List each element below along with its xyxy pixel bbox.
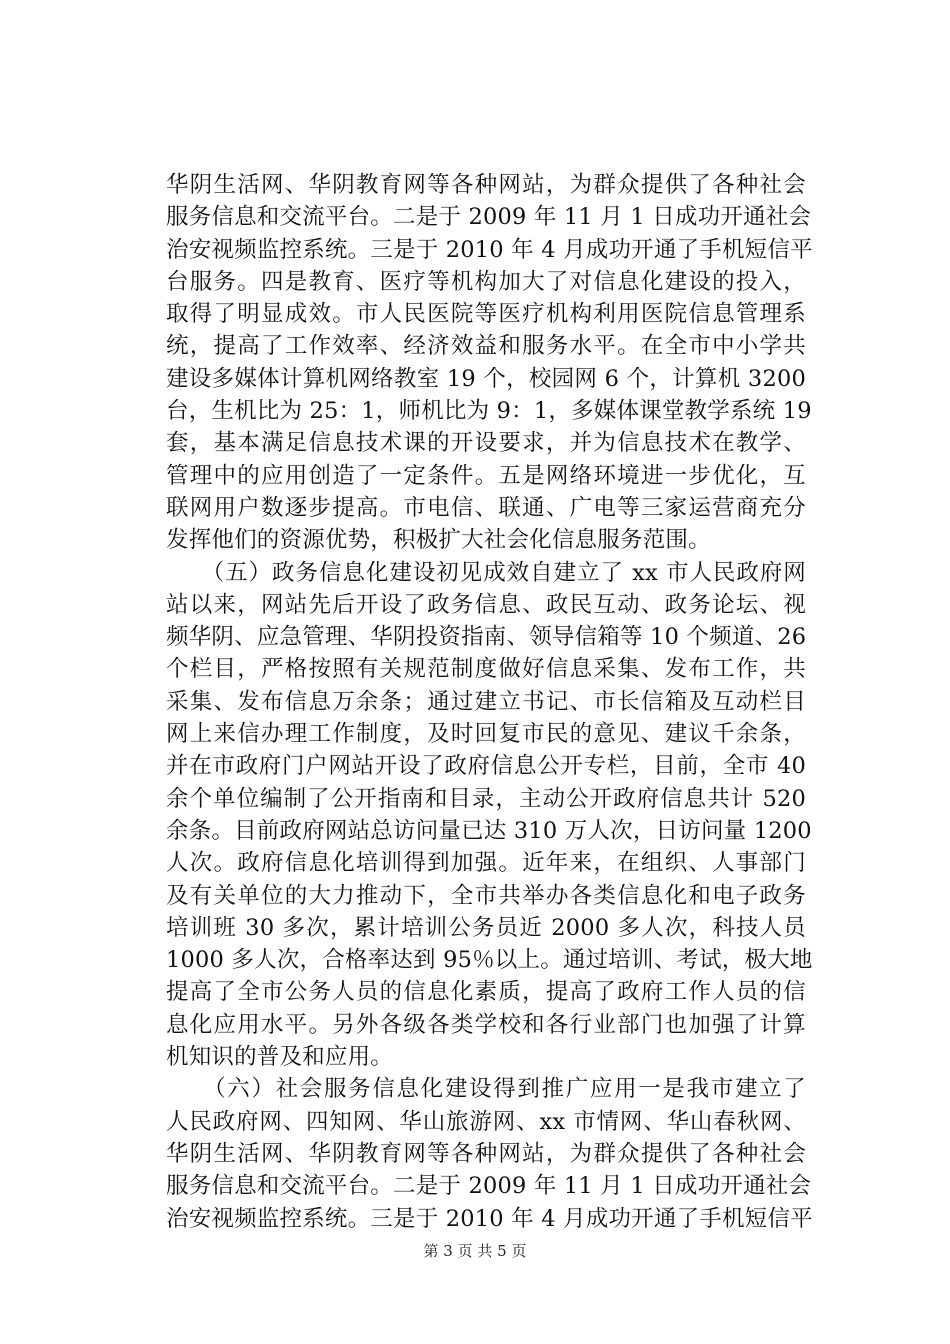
text-line: 频华阴、应急管理、华阴投资指南、领导信箱等 10 个频道、26 — [166, 624, 807, 651]
text-line: 服务信息和交流平台。二是于 2009 年 11 月 1 日成功开通社会 — [166, 1173, 812, 1200]
text-line: 管理中的应用创造了一定条件。五是网络环境进一步优化，互 — [166, 462, 806, 489]
text-line: 息化应用水平。另外各级各类学校和各行业部门也加强了计算 — [166, 1011, 806, 1038]
text-line: 服务信息和交流平台。二是于 2009 年 11 月 1 日成功开通社会 — [166, 204, 812, 231]
text-line: 治安视频监控系统。三是于 2010 年 4 月成功开通了手机短信平 — [166, 1205, 813, 1232]
text-line: 台服务。四是教育、医疗等机构加大了对信息化建设的投入， — [166, 268, 806, 295]
text-line: 站以来，网站先后开设了政务信息、政民互动、政务论坛、视 — [166, 591, 806, 618]
text-line: 统，提高了工作效率、经济效益和服务水平。在全市中小学共 — [166, 333, 806, 360]
page-footer: 第 3 页 共 5 页 — [423, 1242, 527, 1260]
text-line: 余条。目前政府网站总访问量已达 310 万人次，日访问量 1200 — [166, 817, 812, 844]
text-line: 台，生机比为 25：1，师机比为 9：1，多媒体课堂教学系统 19 — [166, 398, 812, 425]
text-line: 提高了全市公务人员的信息化素质，提高了政府工作人员的信 — [166, 979, 806, 1006]
text-line: 培训班 30 多次，累计培训公务员近 2000 多人次，科技人员 — [166, 914, 806, 941]
text-line: （五）政务信息化建设初见成效自建立了 xx 市人民政府网 — [166, 559, 806, 586]
text-line: 并在市政府门户网站开设了政府信息公开专栏，目前，全市 40 — [166, 753, 806, 780]
text-line: 1000 多人次，合格率达到 95％以上。通过培训、考试，极大地 — [166, 947, 813, 974]
text-line: 华阴生活网、华阴教育网等各种网站，为群众提供了各种社会 — [166, 172, 806, 198]
text-line: 人民政府网、四知网、华山旅游网、xx 市情网、华山春秋网、 — [166, 1108, 806, 1135]
text-line: （六）社会服务信息化建设得到推广应用一是我市建立了 — [166, 1076, 806, 1103]
text-line: 采集、发布信息万余条；通过建立书记、市长信箱及互动栏目 — [166, 688, 806, 715]
text-line: 取得了明显成效。市人民医院等医疗机构利用医院信息管理系 — [166, 301, 806, 328]
text-line: 建设多媒体计算机网络教室 19 个，校园网 6 个，计算机 3200 — [166, 365, 806, 392]
text-line: 治安视频监控系统。三是于 2010 年 4 月成功开通了手机短信平 — [166, 236, 813, 263]
text-line: 人次。政府信息化培训得到加强。近年来，在组织、人事部门 — [166, 850, 806, 877]
text-line: 及有关单位的大力推动下，全市共举办各类信息化和电子政务 — [166, 882, 806, 909]
text-line: 机知识的普及和应用。 — [166, 1044, 394, 1071]
text-line: 华阴生活网、华阴教育网等各种网站，为群众提供了各种社会 — [166, 1140, 806, 1167]
body-text — [166, 169, 813, 1235]
text-line: 发挥他们的资源优势，积极扩大社会化信息服务范围。 — [166, 527, 711, 554]
text-line: 个栏目，严格按照有关规范制度做好信息采集、发布工作，共 — [166, 656, 806, 683]
text-line: 联网用户数逐步提高。市电信、联通、广电等三家运营商充分 — [166, 494, 806, 521]
text-line: 余个单位编制了公开指南和目录，主动公开政府信息共计 520 — [166, 785, 806, 812]
text-line: 网上来信办理工作制度，及时回复市民的意见、建议千余条， — [166, 721, 806, 748]
text-line: 套，基本满足信息技术课的开设要求，并为信息技术在教学、 — [166, 430, 806, 457]
